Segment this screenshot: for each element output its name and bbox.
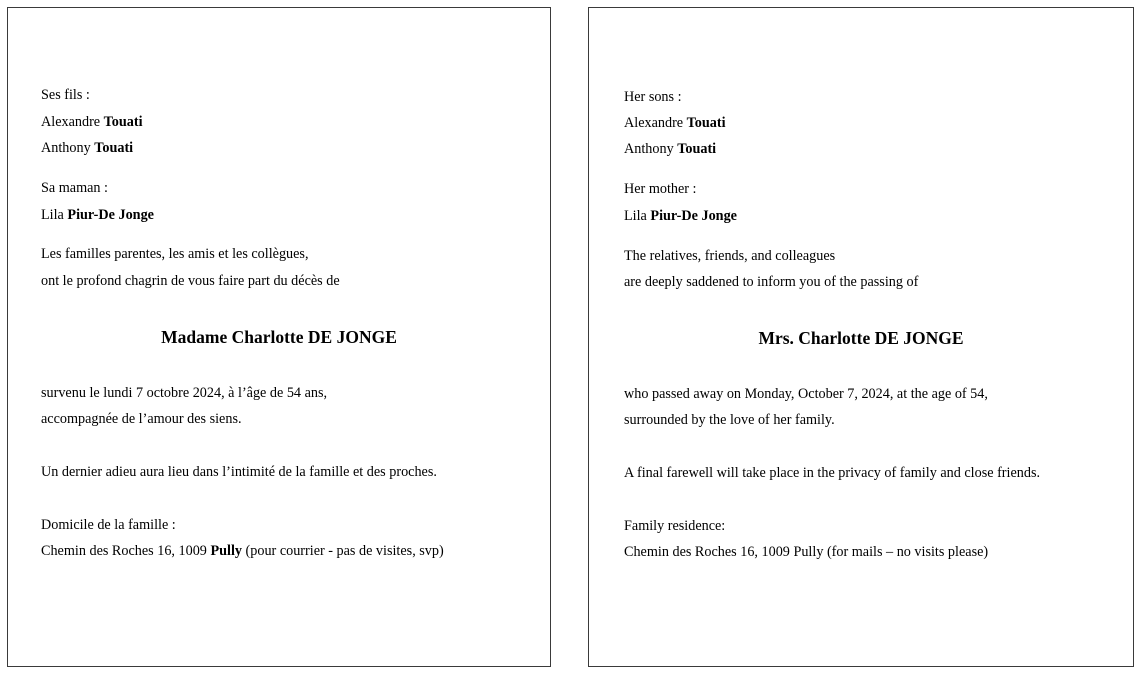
mother-last-name: Piur-De Jonge — [650, 208, 737, 224]
residence-label: Domicile de la famille : — [41, 517, 176, 533]
relatives-line: The relatives, friends, and colleagues — [624, 248, 836, 264]
son-2-name — [624, 140, 716, 158]
mother-label: Her mother : — [624, 181, 697, 197]
passing-line: who passed away on Monday, October 7, 2024, at the age of 54, — [624, 386, 988, 402]
passing-line: survenu le lundi 7 octobre 2024, à l’âge de 54 ans, — [41, 385, 328, 401]
sorrow-line: are deeply saddened to inform you of the passing of — [624, 274, 919, 290]
son-1-first-name: Alexandre — [41, 114, 101, 130]
son-2-first-name: Anthony — [41, 140, 91, 156]
love-line: accompagnée de l’amour des siens. — [41, 411, 242, 427]
address-note: (pour courrier - pas de visites, svp) — [245, 543, 444, 559]
residence-label: Family residence: — [624, 518, 726, 534]
address-city: Pully — [210, 543, 242, 559]
relatives-line: Les familles parentes, les amis et les collègues, — [41, 246, 309, 262]
english-obituary-card — [588, 7, 1134, 667]
deceased-name: Mrs. Charlotte DE JONGE — [758, 328, 964, 348]
mother-label: Sa maman : — [41, 180, 108, 196]
mother-name — [41, 206, 154, 224]
address-street: Chemin des Roches 16, 1009 — [41, 543, 207, 559]
deceased-name: Madame Charlotte DE JONGE — [161, 327, 397, 347]
son-1-last-name: Touati — [686, 115, 726, 131]
french-obituary-card — [7, 7, 551, 667]
mother-last-name: Piur-De Jonge — [67, 207, 154, 223]
son-1-name — [41, 113, 143, 131]
son-2-first-name: Anthony — [624, 141, 674, 157]
son-1-last-name: Touati — [103, 114, 143, 130]
address-line: Chemin des Roches 16, 1009 Pully (for mails – no visits please) — [624, 544, 989, 560]
mother-first-name: Lila — [41, 207, 64, 223]
son-1-first-name: Alexandre — [624, 115, 684, 131]
mother-name — [624, 207, 737, 225]
sons-label: Her sons : — [624, 89, 682, 105]
farewell-line: Un dernier adieu aura lieu dans l’intimité de la famille et des proches. — [41, 464, 437, 480]
address-line — [41, 542, 444, 560]
son-1-name — [624, 114, 726, 132]
son-2-last-name: Touati — [677, 141, 717, 157]
son-2-last-name: Touati — [94, 140, 134, 156]
sons-label: Ses fils : — [41, 87, 90, 103]
mother-first-name: Lila — [624, 208, 647, 224]
love-line: surrounded by the love of her family. — [624, 412, 835, 428]
farewell-line: A final farewell will take place in the privacy of family and close friends. — [624, 465, 1041, 481]
son-2-name — [41, 139, 133, 157]
sorrow-line: ont le profond chagrin de vous faire part du décès de — [41, 273, 340, 289]
